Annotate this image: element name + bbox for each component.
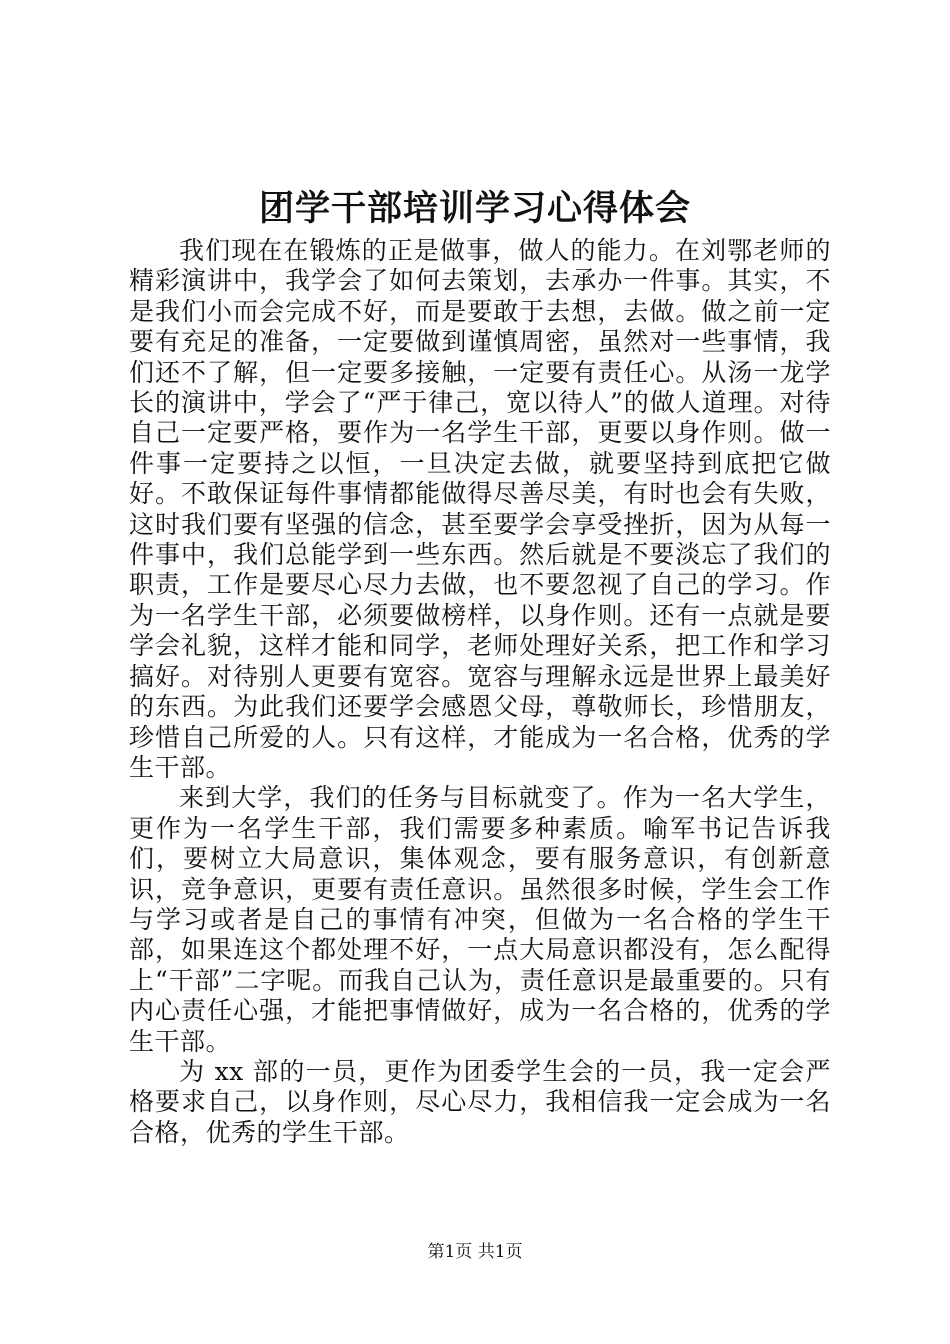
paragraph-3: 为 xx 部的一员，更作为团委学生会的一员，我一定会严格要求自己，以身作则，尽心尽力，我相信我一定会成为一名合格，优秀的学生干部。: [129, 1056, 831, 1147]
paragraph-1: 我们现在在锻炼的正是做事，做人的能力。在刘鄂老师的精彩演讲中，我学会了如何去策划，去承办一件事。其实，不是我们小而会完成不好，而是要敢于去想，去做。做之前一定要有充足的准备，一定要做到谨慎周密，虽然对一些事情，我们还不了解，但一定要多接触，一定要有责任心。从汤一龙学长的演讲中，学会了“严于律己，宽以待人”的做人道理。对待自己一定要严格，要作为一名学生干部，更要以身作则。做一件事一定要持之以恒，一旦决定去做，就要坚持到底把它做好。不敢保证每件事情都能做得尽善尽美，有时也会有失败，这时我们要有坚强的信念，甚至要学会享受挫折，因为从每一件事中，我们总能学到一些东西。然后就是不要淡忘了我们的职责，工作是要尽心尽力去做，也不要忽视了自己的学习。作为一名学生干部，必须要做榜样，以身作则。还有一点就是要学会礼貌，这样才能和同学，老师处理好关系，把工作和学习搞好。对待别人更要有宽容。宽容与理解永远是世界上最美好的东西。为此我们还要学会感恩父母，尊敬师长，珍惜朋友，珍惜自己所爱的人。只有这样，才能成为一名合格，优秀的学生干部。: [129, 236, 831, 782]
document-title: 团学干部培训学习心得体会: [258, 188, 691, 229]
document-body: [129, 236, 831, 1148]
page-footer: 第1页 共1页: [427, 1242, 523, 1262]
paragraph-2: 来到大学，我们的任务与目标就变了。作为一名大学生，更作为一名学生干部，我们需要多种素质。喻军书记告诉我们，要树立大局意识，集体观念，要有服务意识，有创新意识，竞争意识，更要有责任意识。虽然很多时候，学生会工作与学习或者是自己的事情有冲突，但做为一名合格的学生干部，如果连这个都处理不好，一点大局意识都没有，怎么配得上“干部”二字呢。而我自己认为，责任意识是最重要的。只有内心责任心强，才能把事情做好，成为一名合格的，优秀的学生干部。: [129, 783, 831, 1056]
